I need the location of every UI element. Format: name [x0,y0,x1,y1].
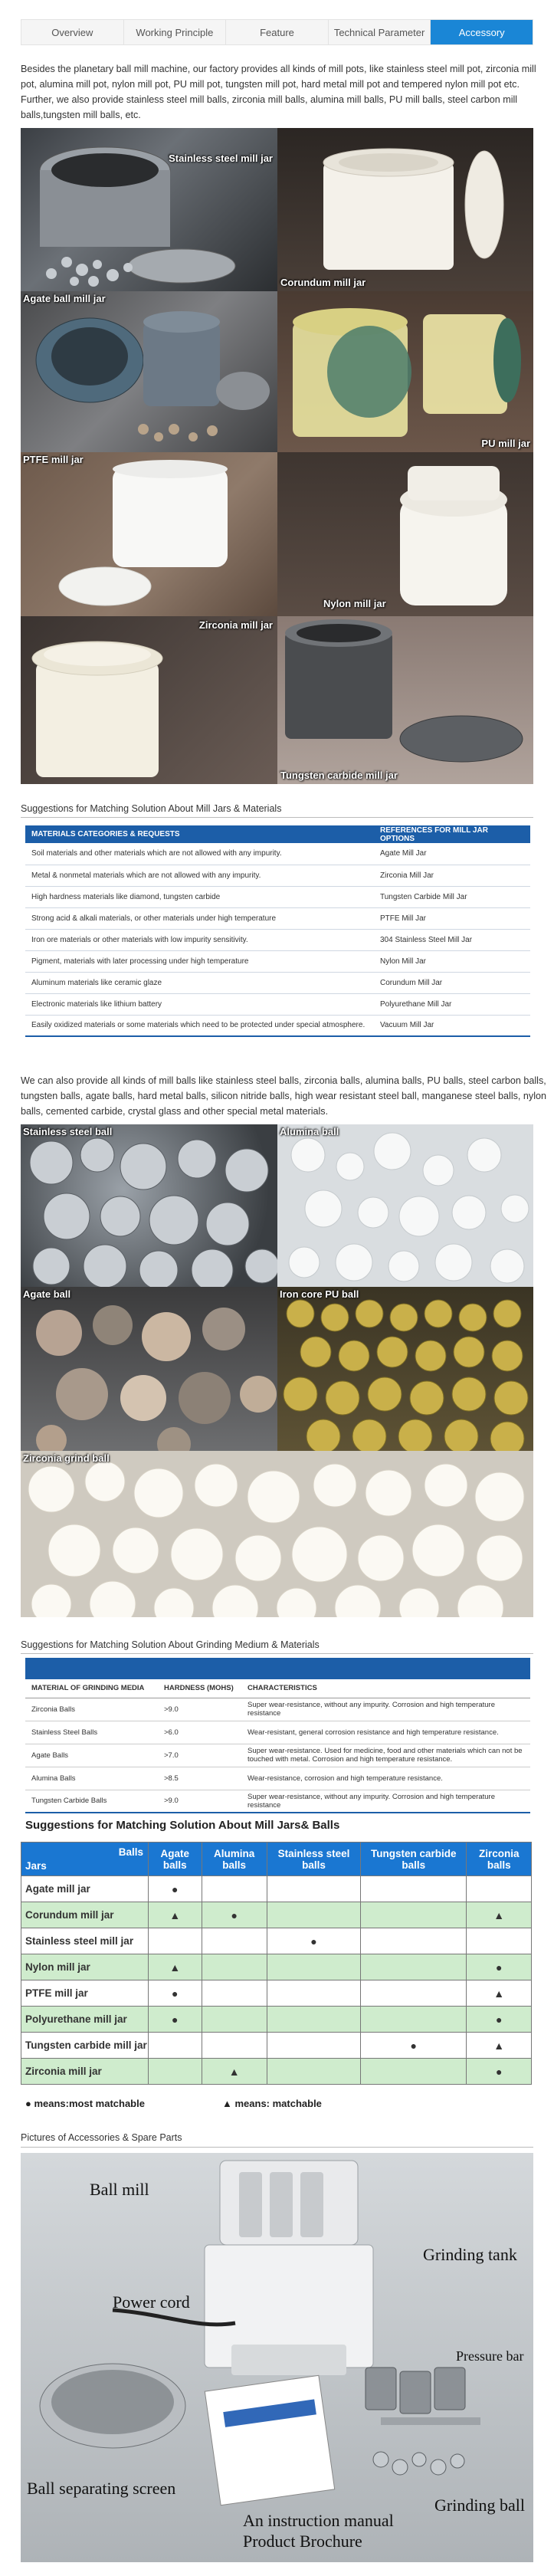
match-cell [202,1876,267,1902]
tab-feature[interactable]: Feature [226,20,329,44]
table-row [25,1767,530,1790]
table-row [21,2059,532,2085]
match-cell [467,1876,532,1902]
jar-table-title: Suggestions for Matching Solution About Mill Jars & Materials [21,803,282,814]
label-instruction-manual: An instruction manual [243,2511,394,2530]
cell-request: Strong acid & alkali materials, or other materials under high temperature [25,907,374,929]
caption-ptfe-jar: PTFE mill jar [23,454,84,465]
header-characteristics: CHARACTERISTICS [241,1679,530,1698]
table-row [25,1721,530,1744]
row-label: Tungsten carbide mill jar [21,2033,149,2059]
cell-jar: Nylon Mill Jar [374,950,530,972]
match-cell: ● [267,1928,360,1954]
cell-hardness: >8.5 [158,1767,241,1790]
caption-zirconia-balls: Zirconia grind ball [23,1452,110,1464]
table-row [21,1928,532,1954]
cell-jar: Corundum Mill Jar [374,972,530,993]
cell-jar: Zirconia Mill Jar [374,865,530,886]
caption-stainless-balls: Stainless steel ball [23,1126,113,1137]
header-hardness: HARDNESS (MOHS) [158,1679,241,1698]
match-cell [361,1928,467,1954]
table-row [25,886,530,907]
table-row [25,1790,530,1813]
caption-stainless-steel-jar: Stainless steel mill jar [169,153,273,164]
match-table-title: Suggestions for Matching Solution About Mill Jars& Balls [25,1819,340,1832]
match-cell [202,2007,267,2033]
match-cell [149,2059,202,2085]
match-cell [202,1928,267,1954]
accessories-photo [21,2153,533,2562]
table-row [25,843,530,865]
photo-zirconia-balls [21,1451,533,1617]
match-cell: ● [202,1902,267,1928]
cell-request: Electronic materials like lithium battery [25,993,374,1015]
match-cell [267,2007,360,2033]
media-table [25,1679,530,1813]
match-cell [267,2059,360,2085]
match-cell [361,2059,467,2085]
intro-mill-pots: Besides the planetary ball mill machine, our factory provides all kinds of mill pots, like stainless steel mill pot, zirconia mill pot, alumina mill pot, nylon mill pot, PU mill pot, tungsten mill pot, hard metal mill pot and tempered nylon mill pot etc. Further, we also provide stainless steel mill balls, zirconia mill balls, alumina mill balls, PU mill balls, steel carbon mill balls,tungsten mill balls, etc. [21,64,536,120]
jar-materials-table [25,825,530,1037]
corner-jars: Jars [25,1860,47,1872]
table-row [25,1698,530,1721]
photo-ptfe-jar [21,452,277,616]
cell-request: Pigment, materials with later processing under high temperature [25,950,374,972]
photo-tungsten-jar [277,616,533,784]
match-cell [149,1928,202,1954]
stainless-balls-illustration [21,1124,277,1287]
match-cell [267,1876,360,1902]
cell-media: Stainless Steel Balls [25,1721,158,1744]
label-pressure-bar: Pressure bar [456,2348,524,2364]
match-cell [202,2033,267,2059]
tab-bar [21,19,533,45]
table-row [25,950,530,972]
table-row [21,2007,532,2033]
cell-jar: Tungsten Carbide Mill Jar [374,886,530,907]
tab-accessory[interactable]: Accessory [431,20,533,44]
col-agate: Agate balls [149,1843,202,1876]
caption-tungsten-jar: Tungsten carbide mill jar [280,770,398,781]
corner-balls: Balls [118,1846,143,1858]
match-cell [202,1954,267,1980]
label-grinding-ball: Grinding ball [434,2496,525,2515]
row-label: PTFE mill jar [21,1980,149,2007]
col-stainless: Stainless steel balls [267,1843,360,1876]
row-label: Corundum mill jar [21,1902,149,1928]
match-cell [267,1980,360,2007]
table-row [25,907,530,929]
match-cell: ● [467,2059,532,2085]
corundum-jar-illustration [277,128,533,291]
tab-technical-parameter[interactable]: Technical Parameter [329,20,431,44]
match-cell: ● [149,1876,202,1902]
match-cell: ● [467,2007,532,2033]
match-cell [267,2033,360,2059]
photo-alumina-balls [277,1124,533,1287]
caption-agate-balls: Agate ball [23,1288,71,1300]
zirconia-jar-illustration [21,616,277,784]
label-power-cord: Power cord [113,2292,190,2312]
caption-zirconia-jar: Zirconia mill jar [198,619,273,631]
accessories-title: Pictures of Accessories & Spare Parts [21,2132,182,2143]
match-cell: ▲ [467,1902,532,1928]
photo-agate-balls [21,1287,277,1451]
label-ball-separating-screen: Ball separating screen [27,2479,176,2498]
table-row [21,1954,532,1980]
table-row [25,929,530,950]
cell-request: Aluminum materials like ceramic glaze [25,972,374,993]
photo-iron-core-pu-balls [277,1287,533,1451]
agate-jar-illustration [21,291,277,452]
match-cell [267,1902,360,1928]
caption-agate-jar: Agate ball mill jar [23,293,106,304]
photo-stainless-balls [21,1124,277,1287]
table-row [21,1902,532,1928]
cell-request: Soil materials and other materials which are not allowed with any impurity. [25,843,374,865]
jars-balls-table [21,1842,532,2085]
table-row [25,1015,530,1036]
match-cell [467,1928,532,1954]
table-row [21,1980,532,2007]
match-cell: ▲ [467,2033,532,2059]
cell-hardness: >6.0 [158,1721,241,1744]
cell-jar: Agate Mill Jar [374,843,530,865]
table-row [25,972,530,993]
cell-jar: Vacuum Mill Jar [374,1015,530,1036]
photo-nylon-jar [277,452,533,616]
media-table-banner [25,1658,530,1679]
legend-most-matchable: ● means:most matchable [25,2098,145,2109]
tungsten-jar-illustration [277,616,533,784]
match-cell: ● [361,2033,467,2059]
row-label: Agate mill jar [21,1876,149,1902]
match-cell: ▲ [202,2059,267,2085]
cell-jar: 304 Stainless Steel Mill Jar [374,929,530,950]
row-label: Nylon mill jar [21,1954,149,1980]
label-product-brochure: Product Brochure [243,2532,362,2551]
legend-matchable: ▲ means: matchable [222,2098,322,2109]
cell-jar: PTFE Mill Jar [374,907,530,929]
label-grinding-tank: Grinding tank [423,2245,517,2264]
photo-corundum-jar [277,128,533,291]
header-media: MATERIAL OF GRINDING MEDIA [25,1679,158,1698]
cell-characteristics: Wear-resistance, corrosion and high temperature resistance. [241,1767,530,1790]
table-row [21,1876,532,1902]
match-cell: ● [149,1980,202,2007]
photo-zirconia-jar [21,616,277,784]
match-cell [202,1980,267,2007]
agate-balls-illustration [21,1287,277,1451]
media-table-title: Suggestions for Matching Solution About Grinding Medium & Materials [21,1639,320,1650]
match-cell: ▲ [149,1954,202,1980]
caption-corundum-jar: Corundum mill jar [280,277,366,288]
photo-pu-jar [277,291,533,452]
cell-hardness: >7.0 [158,1744,241,1767]
table-row [25,1744,530,1767]
corner-header [21,1843,149,1876]
caption-pu-jar: PU mill jar [481,438,530,449]
match-cell: ▲ [467,1980,532,2007]
cell-characteristics: Super wear-resistance, without any impurity. Corrosion and high temperature resistance [241,1698,530,1721]
row-label: Polyurethane mill jar [21,2007,149,2033]
divider [21,1653,533,1654]
row-label: Zirconia mill jar [21,2059,149,2085]
divider [21,2147,533,2148]
match-cell [267,1954,360,1980]
tab-overview[interactable]: Overview [21,20,124,44]
col-zirconia: Zirconia balls [467,1843,532,1876]
caption-alumina-balls: Alumina ball [280,1126,339,1137]
header-references: REFERENCES FOR MILL JAR OPTIONS [374,825,530,843]
match-cell [361,2007,467,2033]
caption-iron-core-pu-balls: Iron core PU ball [280,1288,359,1300]
match-cell [361,1980,467,2007]
header-materials: MATERIALS CATEGORIES & REQUESTS [25,825,374,843]
cell-media: Zirconia Balls [25,1698,158,1721]
intro-mill-balls: We can also provide all kinds of mill balls like stainless steel balls, zirconia balls, alumina balls, PU balls, steel carbon balls, tungsten balls, agate balls, hard metal balls, silicon nitride balls, high wear resistant steel ball, manganese steel balls, nylon balls, cemented carbide, crystal glass and other special metal materials. [21,1075,547,1117]
match-cell [361,1876,467,1902]
cell-request: Easily oxidized materials or some materials which need to be protected under special atmosphere. [25,1015,374,1036]
cell-request: Metal & nonmetal materials which are not allowed with any impurity. [25,865,374,886]
zirconia-balls-illustration [21,1451,533,1617]
cell-request: High hardness materials like diamond, tungsten carbide [25,886,374,907]
tab-working-principle[interactable]: Working Principle [124,20,227,44]
cell-characteristics: Wear-resistant, general corrosion resistance and high temperature resistance. [241,1721,530,1744]
nylon-jar-illustration [277,452,533,616]
row-label: Stainless steel mill jar [21,1928,149,1954]
pu-jar-illustration [277,291,533,452]
cell-media: Alumina Balls [25,1767,158,1790]
alumina-balls-illustration [277,1124,533,1287]
cell-request: Iron ore materials or other materials with low impurity sensitivity. [25,929,374,950]
cell-hardness: >9.0 [158,1790,241,1813]
table-row [21,2033,532,2059]
cell-characteristics: Super wear-resistance. Used for medicine, food and other materials which can not be touched with metal. Corrosion and high temperature resistance. [241,1744,530,1767]
caption-nylon-jar: Nylon mill jar [323,598,386,609]
photo-stainless-steel-jar [21,128,277,291]
cell-hardness: >9.0 [158,1698,241,1721]
match-cell [361,1954,467,1980]
match-cell: ● [467,1954,532,1980]
cell-media: Tungsten Carbide Balls [25,1790,158,1813]
cell-characteristics: Super wear-resistance, without any impurity. Corrosion and high temperature resistance [241,1790,530,1813]
match-cell [361,1902,467,1928]
table-row [25,993,530,1015]
match-cell: ● [149,2007,202,2033]
pu-balls-illustration [277,1287,533,1451]
ptfe-jar-illustration [21,452,277,616]
match-cell: ▲ [149,1902,202,1928]
cell-media: Agate Balls [25,1744,158,1767]
col-alumina: Alumina balls [202,1843,267,1876]
match-cell [149,2033,202,2059]
label-ball-mill: Ball mill [90,2180,149,2199]
photo-agate-jar [21,291,277,452]
cell-jar: Polyurethane Mill Jar [374,993,530,1015]
table-row [25,865,530,886]
col-tungsten: Tungsten carbide balls [361,1843,467,1876]
divider [21,817,533,818]
